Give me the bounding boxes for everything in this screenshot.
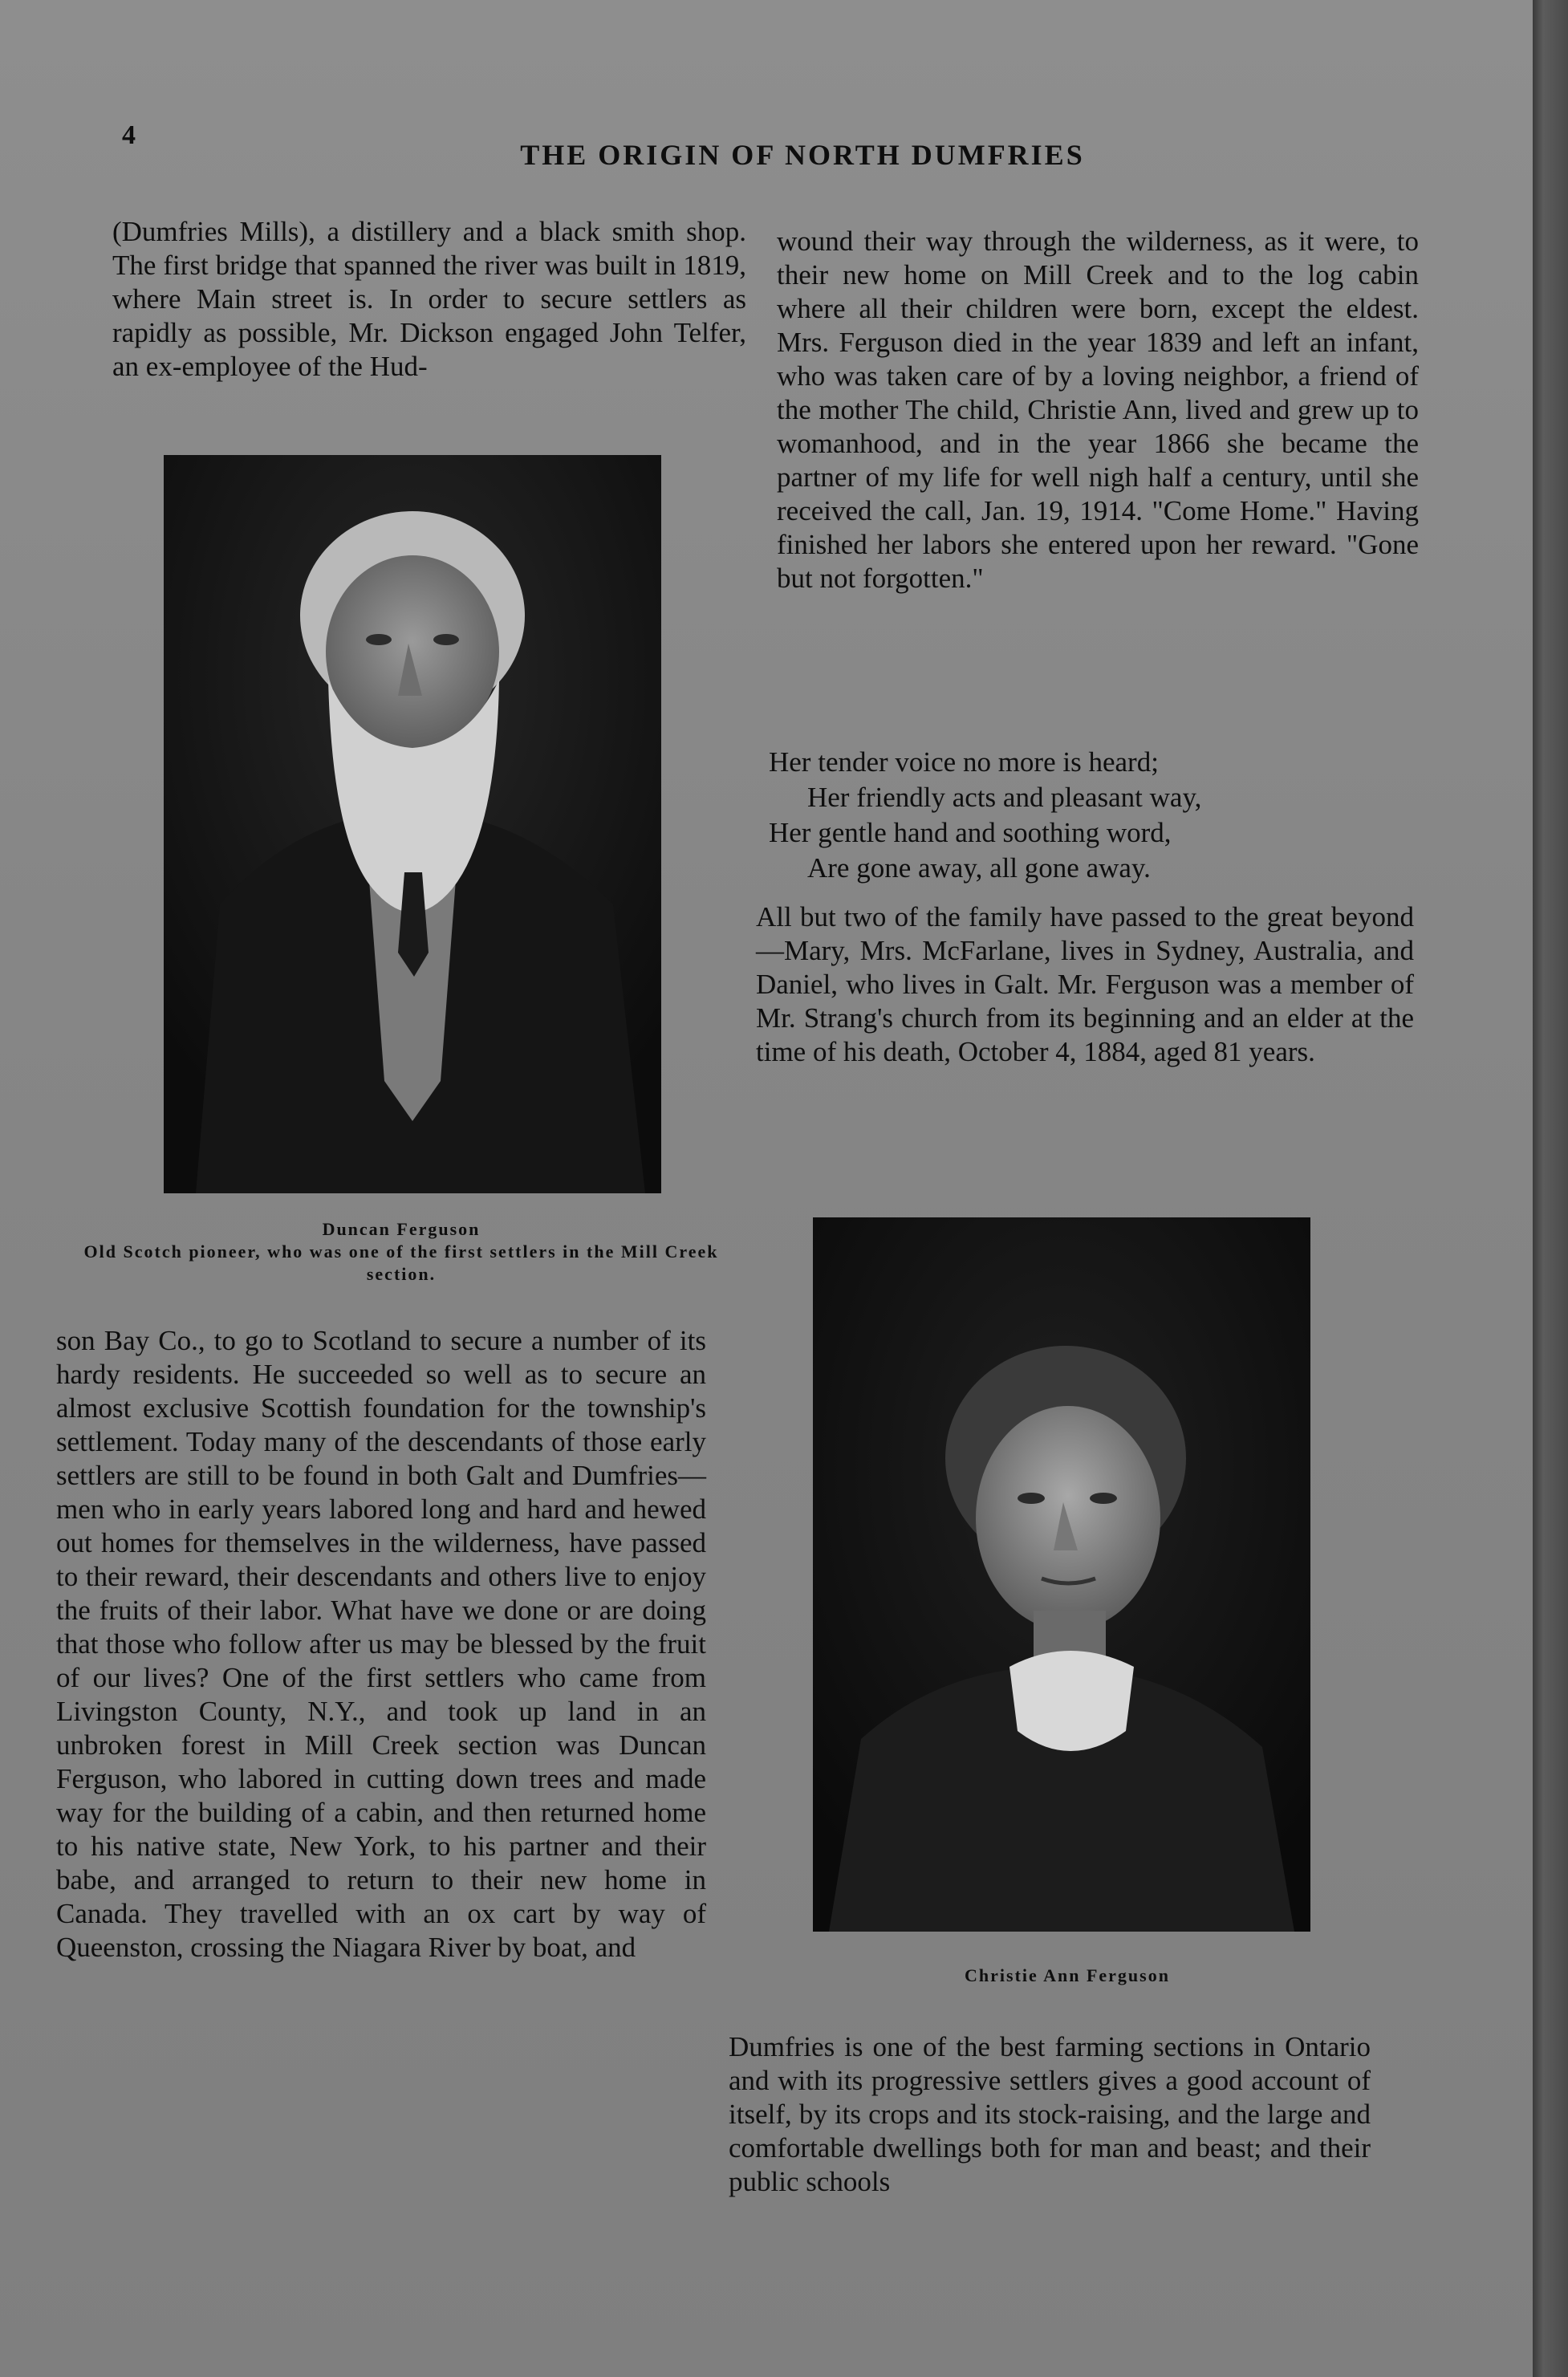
poem-line: Her gentle hand and soothing word, [769,817,1172,848]
page-number: 4 [122,120,136,150]
caption-name: Duncan Ferguson [322,1219,481,1239]
right-column-top-text [777,225,1419,722]
poem-line: Her friendly acts and pleasant way, [807,782,1202,813]
paragraph: wound their way through the wilderness, as it were, to their new home on Mill Creek and to the log cabin where all their children were born, except the eldest. Mrs. Ferguson died in the year 1839 and left an infant, who was taken care of by a loving neighbor, a friend of the mother The child, Christie Ann, lived and grew up to womanhood, and in the year 1866 she became the partner of my life for well nigh half a century, until she received the call, Jan. 19, 1914. "Come Home." Having finished her labors she entered upon her reward. "Gone but not forgotten." [777,226,1419,594]
poem-line: Her tender voice no more is heard; [769,746,1159,778]
caption-duncan-ferguson [72,1218,730,1286]
caption-name: Christie Ann Ferguson [965,1965,1170,1985]
running-head: THE ORIGIN OF NORTH DUMFRIES [520,139,1085,171]
paragraph: All but two of the family have passed to the great beyond—Mary, Mrs. McFarlane, lives in Sydney, Australia, and Daniel, who lives in Galt. Mr. Ferguson was a member of Mr. Strang's church from its beginning and an elder at the time of his death, October 4, 1884, aged 81 years. [756,901,1414,1067]
portrait-illustration [164,455,661,1193]
paragraph: (Dumfries Mills), a distillery and a black smith shop. The first bridge that spanned the river was built in 1819, where Main street is. In order to secure settlers as rapidly as possible, Mr. Dickson engaged John Telfer, an ex-employee of the Hud- [112,216,746,382]
portrait-duncan-ferguson [164,455,661,1193]
portrait-illustration [813,1217,1310,1932]
left-column-top-text [112,215,746,416]
paragraph: Dumfries is one of the best farming sections in Ontario and with its progressive settlers gives a good account of itself, by its crops and its stock-raising, and the large and comfortable dwellings both for man and beast; and their public schools [729,2031,1371,2197]
caption-text: Old Scotch pioneer, who was one of the first settlers in the Mill Creek section. [83,1241,719,1284]
poem [769,745,1427,886]
portrait-christie-ann-ferguson [813,1217,1310,1932]
right-column-bottom-text [729,2030,1371,2239]
book-spine-edge [1533,0,1568,2377]
poem-line: Are gone away, all gone away. [807,852,1151,884]
paragraph: son Bay Co., to go to Scotland to secure a number of its hardy residents. He succeeded so well as to secure an almost exclusive Scottish foundation for the township's settlement. Today many of the descendants of those early settlers are still to be found in both Galt and Dumfries—men who in early years labored long and hard and hewed out homes for themselves in the wilderness, have passed to their reward, their descendants and others live to enjoy the fruits of their labor. What have we done or are doing that those who follow after us may be blessed by the fruit of our lives? One of the first settlers who came from Livingston County, N.Y., and took up land in an unbroken forest in Mill Creek section was Duncan Ferguson, who labored in cutting down trees and made way for the building of a cabin, and then returned home to his native state, New York, to his partner and their babe, and arranged to return to their new home in Canada. They travelled with an ox cart by way of Queenston, crossing the Niagara River by boat, and [56,1325,706,1963]
caption-christie-ann-ferguson [819,1965,1316,1987]
left-column-bottom-text [56,1324,706,2223]
right-column-middle-text [756,900,1414,1165]
